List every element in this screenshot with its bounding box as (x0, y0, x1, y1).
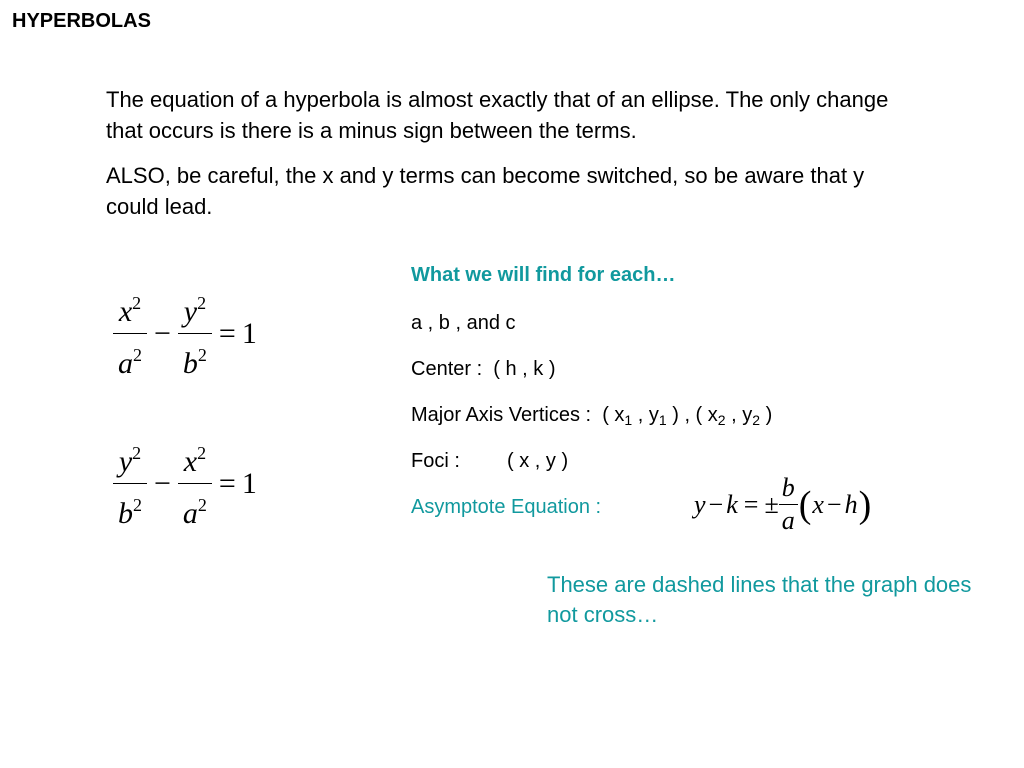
fraction-x-over-a (177, 436, 213, 531)
close-paren: ) (858, 483, 872, 526)
fraction-y-over-b (177, 286, 213, 381)
find-item-foci (411, 450, 568, 473)
subscript: 2 (752, 412, 761, 428)
exponent: 2 (132, 443, 142, 463)
rhs-value: 1 (241, 316, 257, 350)
exponent: 2 (133, 495, 142, 515)
vertex-text: ) , ( x (666, 404, 718, 426)
slide-title: HYPERBOLAS (12, 10, 151, 32)
denominator-a: a (781, 506, 795, 535)
denominator-var: a (182, 497, 198, 530)
asymptote-note: These are dashed lines that the graph does not cross… (547, 572, 972, 627)
fraction-x-over-a (112, 286, 148, 381)
vertices-value (602, 404, 772, 426)
asymptote-equation (694, 474, 872, 535)
minus-sign: − (154, 316, 171, 350)
vertex-text: , y (632, 404, 659, 426)
numerator-var: x (118, 295, 133, 328)
fraction-b-over-a (779, 474, 798, 535)
find-item-asymptote: Asymptote Equation : (411, 496, 602, 518)
open-paren: ( (798, 483, 812, 526)
exponent: 2 (197, 345, 207, 365)
minus-sign: − (708, 489, 724, 519)
subscript: 1 (624, 412, 633, 428)
hyperbola-equation-vertical (112, 436, 257, 531)
equals-sign: = (743, 489, 759, 519)
exponent: 2 (197, 443, 207, 463)
numerator-var: y (183, 295, 198, 328)
find-list-heading: What we will find for each… (411, 264, 676, 286)
find-item-abc: a , b , and c (411, 312, 516, 334)
find-item-vertices (411, 404, 772, 428)
intro-paragraph: The equation of a hyperbola is almost exactly that of an ellipse. The only change that occurs is there is a minus sign between the terms. (106, 87, 889, 143)
numerator-b: b (779, 474, 798, 505)
vertex-text: ) (760, 404, 773, 426)
plus-minus-sign: ± (764, 489, 779, 519)
denominator-var: b (118, 497, 133, 530)
numerator-var: x (183, 445, 198, 478)
exponent: 2 (197, 495, 207, 515)
numerator-var: y (118, 445, 133, 478)
eq-x: x (812, 489, 824, 519)
minus-sign: − (154, 466, 171, 500)
equals-sign: = (218, 316, 236, 350)
subscript: 1 (658, 412, 667, 428)
center-label: Center : (411, 358, 483, 380)
vertex-text: ( x (602, 404, 625, 426)
exponent: 2 (133, 345, 142, 365)
eq-h: h (844, 489, 858, 519)
foci-value: ( x , y ) (507, 450, 569, 472)
minus-sign: − (826, 489, 842, 519)
denominator-var: a (118, 347, 133, 380)
center-value: ( h , k ) (493, 358, 556, 380)
exponent: 2 (132, 293, 142, 313)
vertex-text: , y (725, 404, 753, 426)
foci-label: Foci : (411, 450, 460, 472)
hyperbola-equation-horizontal (112, 286, 257, 381)
equals-sign: = (218, 466, 236, 500)
vertices-label: Major Axis Vertices : (411, 404, 592, 426)
caution-paragraph: ALSO, be careful, the x and y terms can become switched, so be aware that y could lead. (106, 163, 865, 219)
fraction-y-over-b (112, 436, 148, 531)
find-item-center (411, 358, 556, 381)
eq-k: k (726, 489, 738, 519)
exponent: 2 (197, 293, 207, 313)
rhs-value: 1 (241, 466, 257, 500)
subscript: 2 (717, 412, 726, 428)
denominator-var: b (182, 347, 198, 380)
eq-y: y (694, 489, 706, 519)
